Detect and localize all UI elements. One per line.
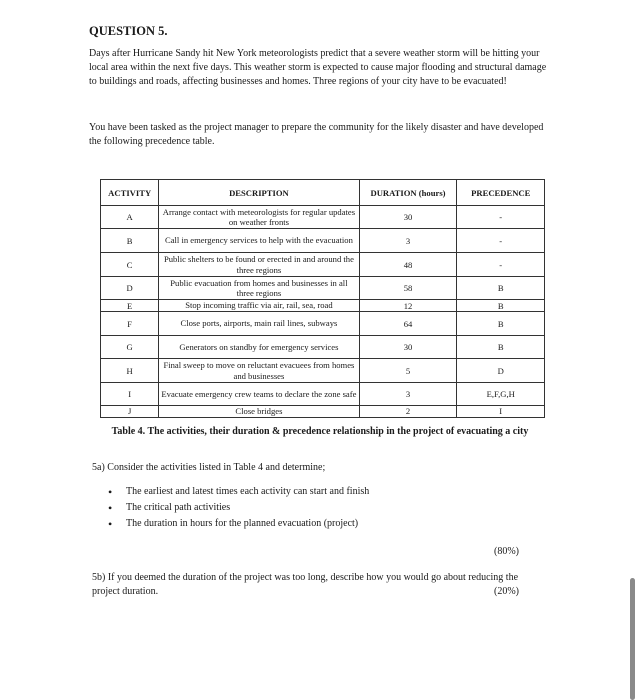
cell-activity: D: [101, 277, 159, 300]
cell-precedence: I: [457, 406, 545, 418]
cell-description: Arrange contact with meteorologists for regular updates on weather fronts: [159, 206, 359, 229]
cell-description: Close ports, airports, main rail lines, subways: [159, 312, 359, 336]
part-b-prompt: 5b) If you deemed the duration of the project was too long, describe how you would go about reducing the project duration.: [92, 572, 519, 597]
cell-precedence: -: [457, 229, 545, 253]
cell-activity: I: [101, 383, 159, 406]
cell-duration: 3: [359, 229, 457, 253]
cell-activity: H: [101, 359, 159, 383]
header-precedence: PRECEDENCE: [457, 180, 545, 206]
cell-precedence: -: [457, 206, 545, 229]
table-row: [101, 336, 545, 359]
task-paragraph: You have been tasked as the project manager to prepare the community for the likely disaster and have developed the following precedence table.: [89, 122, 544, 148]
cell-activity: C: [101, 253, 159, 277]
list-item: • The critical path activities: [108, 500, 369, 516]
cell-description: Evacuate emergency crew teams to declare the zone safe: [159, 383, 359, 406]
part-a-marks: (80%): [494, 546, 519, 557]
cell-description: Public shelters to be found or erected in and around the three regions: [159, 253, 359, 277]
cell-precedence: B: [457, 336, 545, 359]
cell-duration: 64: [359, 312, 457, 336]
cell-duration: 30: [359, 336, 457, 359]
cell-activity: A: [101, 206, 159, 229]
part-a-prompt: 5a) Consider the activities listed in Table 4 and determine;: [92, 462, 326, 473]
table-row: [101, 229, 545, 253]
cell-activity: F: [101, 312, 159, 336]
list-item: • The duration in hours for the planned evacuation (project): [108, 516, 369, 532]
cell-duration: 5: [359, 359, 457, 383]
cell-activity: G: [101, 336, 159, 359]
header-duration: DURATION (hours): [359, 180, 457, 206]
intro-paragraph: Days after Hurricane Sandy hit New York meteorologists predict that a severe weather storm will be hitting your local area within the next five days. This weather storm is expected to cause major flooding and structural damage to buildings and roads, affecting businesses and homes. Three regions of your city have to be evacuated!: [89, 48, 547, 88]
cell-precedence: D: [457, 359, 545, 383]
cell-duration: 3: [359, 383, 457, 406]
cell-duration: 30: [359, 206, 457, 229]
table-row: [101, 277, 545, 300]
cell-description: Final sweep to move on reluctant evacuees from homes and businesses: [159, 359, 359, 383]
cell-precedence: -: [457, 253, 545, 277]
cell-description: Close bridges: [159, 406, 359, 418]
vertical-scrollbar[interactable]: [630, 578, 635, 700]
cell-precedence: B: [457, 312, 545, 336]
cell-precedence: B: [457, 300, 545, 312]
table-row: [101, 406, 545, 418]
cell-activity: E: [101, 300, 159, 312]
cell-description: Public evacuation from homes and businesses in all three regions: [159, 277, 359, 300]
cell-precedence: B: [457, 277, 545, 300]
table-row: [101, 253, 545, 277]
question-title: QUESTION 5.: [89, 24, 168, 38]
cell-duration: 48: [359, 253, 457, 277]
table-row: [101, 206, 545, 229]
header-activity: ACTIVITY: [101, 180, 159, 206]
list-item: • The earliest and latest times each activity can start and finish: [108, 484, 369, 500]
table-caption: Table 4. The activities, their duration & precedence relationship in the project of evacuating a city: [111, 426, 529, 437]
table-row: [101, 300, 545, 312]
table-row: [101, 383, 545, 406]
cell-activity: B: [101, 229, 159, 253]
cell-description: Generators on standby for emergency services: [159, 336, 359, 359]
cell-duration: 12: [359, 300, 457, 312]
header-description: DESCRIPTION: [159, 180, 359, 206]
cell-description: Stop incoming traffic via air, rail, sea, road: [159, 300, 359, 312]
precedence-table: [100, 179, 545, 418]
cell-duration: 2: [359, 406, 457, 418]
cell-precedence: E,F,G,H: [457, 383, 545, 406]
cell-description: Call in emergency services to help with the evacuation: [159, 229, 359, 253]
part-b-marks: (20%): [494, 586, 519, 597]
cell-duration: 58: [359, 277, 457, 300]
table-header-row: [101, 180, 545, 206]
cell-activity: J: [101, 406, 159, 418]
part-a-bullet-list: [108, 484, 369, 532]
table-row: [101, 312, 545, 336]
table-row: [101, 359, 545, 383]
